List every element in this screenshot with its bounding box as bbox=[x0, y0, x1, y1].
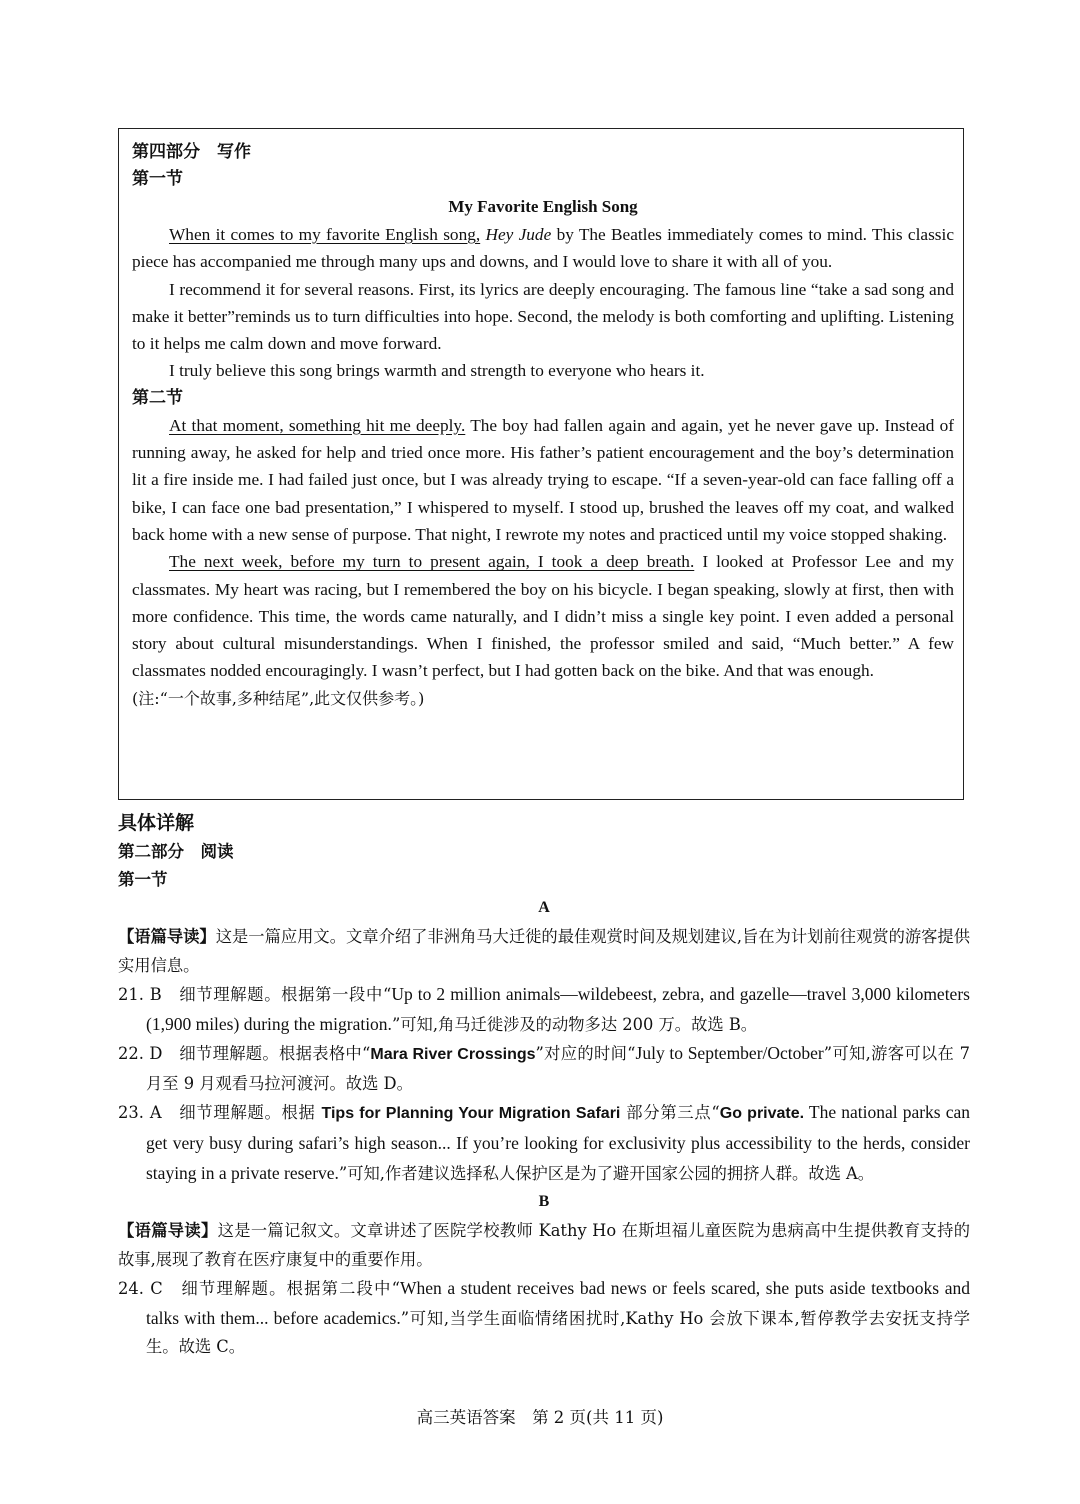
answer-23: 23. A 细节理解题。根据 Tips for Planning Your Migration Safari 部分第三点“Go private. The national parks can get very busy during safari’s high season... If you’re looking for exclusivity plus accessibility to the herds, consider staying in a private reserve.”可知,作者建议选择私人保护区是为了避开国家公园的拥挤人群。故选 A。 bbox=[118, 1102, 971, 1183]
page-footer: 高三英语答案 第 2 页(共 11 页) bbox=[416, 1408, 664, 1427]
section-one-heading: 第一节 bbox=[132, 169, 183, 189]
reading-section-heading: 第一节 bbox=[118, 870, 168, 889]
detailed-explanation bbox=[118, 808, 970, 1362]
answer-22: 22. D 细节理解题。根据表格中“Mara River Crossings”对应的时间“July to September/October”可知,游客可以在 7 月至 9 月观看马拉河渡河。故选 D。 bbox=[118, 1043, 970, 1093]
section-two-heading: 第二节 bbox=[132, 387, 183, 408]
essay-paragraph-3: I truly believe this song brings warmth and strength to everyone who hears it. bbox=[169, 361, 705, 381]
answer-21: 21. B 细节理解题。根据第一段中“Up to 2 million animals—wildebeest, zebra, and gazelle—travel 3,000 kilometers (1,900 miles) during the migration.”可知,角马迁徙涉及的动物多达 200 万。故选 B。 bbox=[118, 984, 970, 1034]
answer-24: 24. C 细节理解题。根据第二段中“When a student receives bad news or feels scared, she puts aside textbooks and talks with them... before academics.”可知,当学生面临情绪困扰时,Kathy Ho 会放下课本,暂停教学去安抚支持学生。故选 C。 bbox=[118, 1278, 970, 1357]
continuation-paragraph-2: The next week, before my turn to present again, I took a deep breath. I looked at Professor Lee and my classmates. My heart was racing, but I remembered the boy on his bicycle. I began speaking, slowly at first, then with more confidence. This time, the words came naturally, and I didn’t miss a single key point. I even added a personal story about cultural misunderstandings. When I finished, the professor smiled and said, “Much better.” A few classmates nodded encouragingly. I wasn’t perfect, but I had gotten back on the bike. And that was enough. bbox=[132, 552, 954, 681]
passage-b-intro: 【语篇导读】这是一篇记叙文。文章讲述了医院学校教师 Kathy Ho 在斯坦福儿童医院为患病高中生提供教育支持的故事,展现了教育在医疗康复中的重要作用。 bbox=[118, 1221, 970, 1270]
explanation-heading: 具体详解 bbox=[118, 812, 195, 834]
reference-note: (注:“一个故事,多种结尾”,此文仅供参考。) bbox=[132, 688, 425, 708]
continuation-paragraph-1: At that moment, something hit me deeply. The boy had fallen again and again, yet he never gave up. Instead of running away, he asked for help and tried once more. His father’s patient encouragement and the boy’s determination lit a fire inside me. I had failed just once, but I was already trying to escape. “If a seven-year-old can face falling off a bike, I can face one bad presentation,” I whispered to myself. I stood up, brushed the leaves off my coat, and walked back home with a new sense of purpose. That night, I rewrote my notes and practiced until my voice stopped shaking. bbox=[132, 415, 955, 544]
reading-part-heading: 第二部分 阅读 bbox=[118, 842, 234, 861]
passage-a-letter: A bbox=[538, 899, 550, 916]
given-opening-1: At that moment, something hit me deeply. bbox=[169, 415, 466, 435]
writing-answer-box bbox=[118, 128, 964, 800]
passage-a-intro: 【语篇导读】这是一篇应用文。文章介绍了非洲角马大迁徙的最佳观赏时间及规划建议,旨在为计划前往观赏的游客提供实用信息。 bbox=[118, 927, 970, 975]
essay-title: My Favorite English Song bbox=[448, 197, 638, 216]
song-name: Hey Jude bbox=[485, 225, 552, 244]
given-opening-2: The next week, before my turn to present again, I took a deep breath. bbox=[169, 552, 695, 572]
essay-paragraph-1: When it comes to my favorite English song, Hey Jude by The Beatles immediately comes to mind. This classic piece has accompanied me through many ups and downs, and I would love to share it with all of you. bbox=[132, 225, 954, 272]
essay-paragraph-2: I recommend it for several reasons. First, its lyrics are deeply encouraging. The famous line “take a sad song and make it better”reminds us to turn difficulties into hope. Second, the melody is both comforting and uplifting. Listening to it helps me calm down and move forward. bbox=[132, 279, 954, 354]
essay-underlined-opening: When it comes to my favorite English song, bbox=[169, 225, 481, 244]
passage-b-letter: B bbox=[538, 1193, 550, 1211]
part-four-heading: 第四部分 写作 bbox=[132, 142, 251, 162]
